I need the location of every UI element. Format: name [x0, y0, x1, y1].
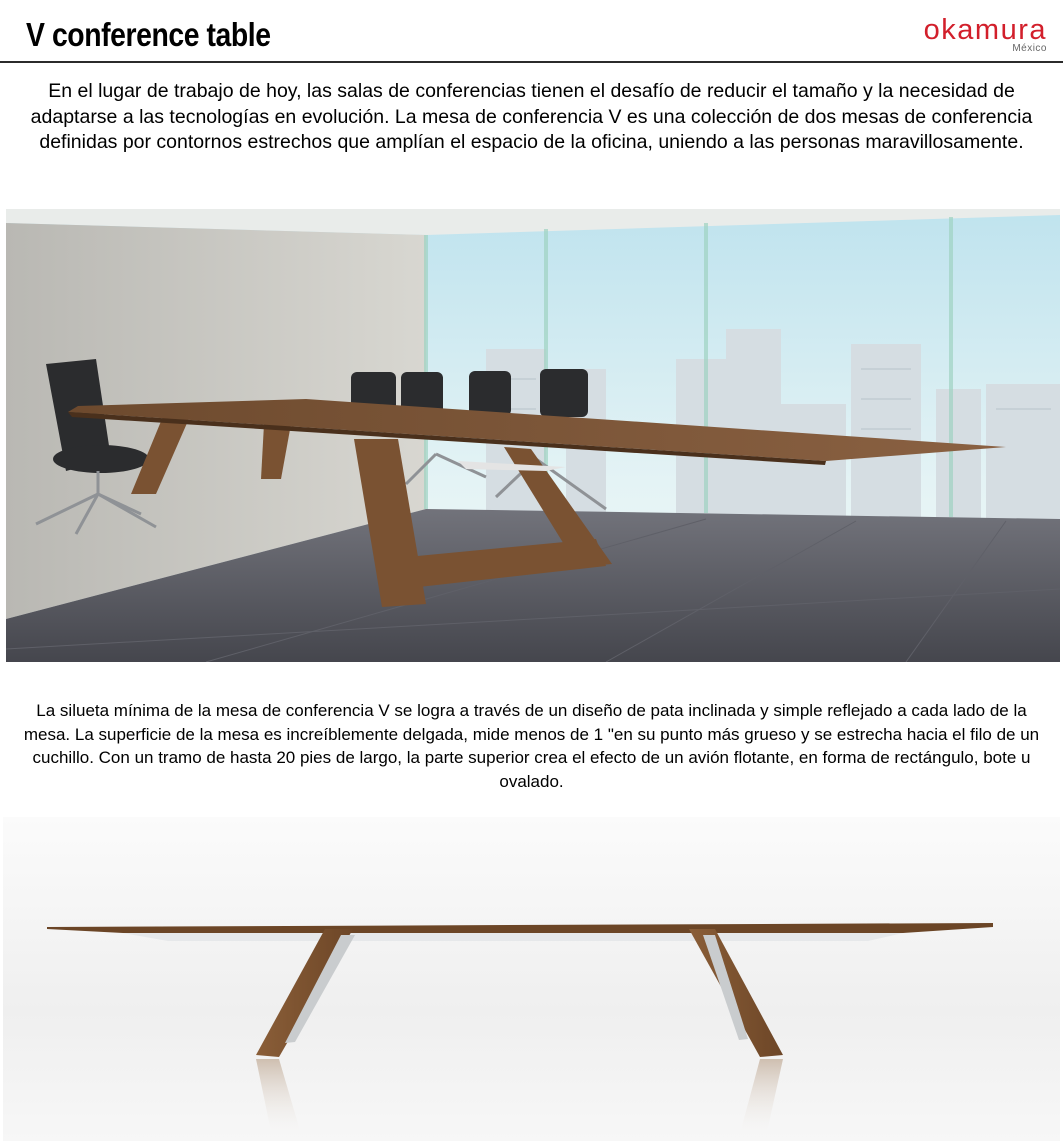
logo-region: México: [1012, 43, 1047, 54]
side-table-apron: [123, 933, 903, 941]
logo-wordmark: okamura: [923, 14, 1047, 46]
page-title: V conference table: [26, 16, 271, 53]
okamura-logo: [835, 14, 1047, 58]
table-side-view-photo: [3, 817, 1060, 1141]
detail-paragraph: La silueta mínima de la mesa de conferencia V se logra a través de un diseño de pata inclinada y simple reflejado a cada lado de la mesa. La superficie de la mesa es increíblemente delgada, mide menos de 1 "en su punto más grueso y se estrecha hacia el filo de un cuchillo. Con un tramo de hasta 20 pies de largo, la parte superior crea el efecto de un avión flotante, en forma de rectángulo, bote u ovalado.: [23, 701, 1040, 791]
conference-room-photo: [6, 209, 1060, 662]
intro-paragraph: En el lugar de trabajo de hoy, las salas de conferencias tienen el desafío de reducir el tamaño y la necesidad de adaptarse a las tecnologías en evolución. La mesa de conferencia V es una colección de dos mesas de conferencia definidas por contornos estrechos que amplían el espacio de la oficina, uniendo a las personas maravillosamente.: [30, 80, 1033, 153]
header-divider: [0, 61, 1063, 63]
header: [0, 0, 1063, 64]
